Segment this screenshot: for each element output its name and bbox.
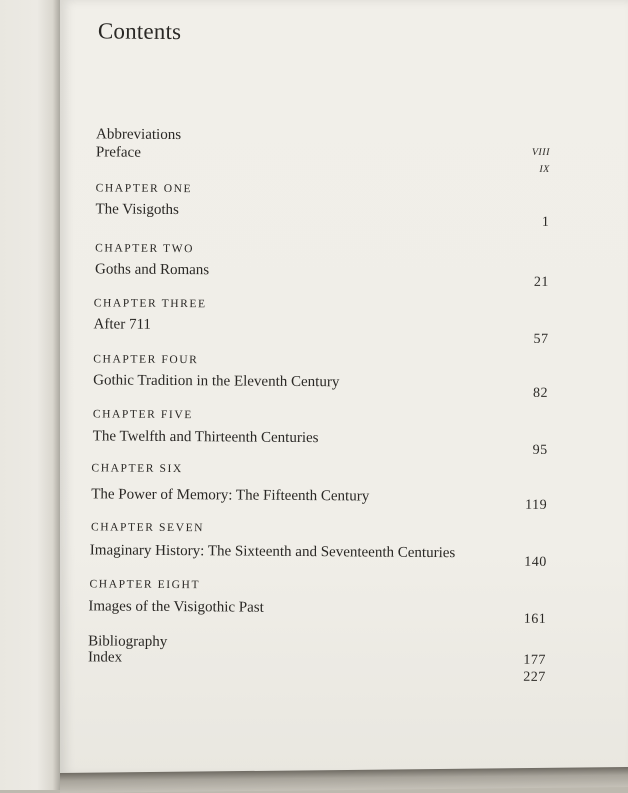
page-title: Contents <box>97 18 182 45</box>
page-number: 95 <box>532 442 548 458</box>
chapter-title: The Power of Memory: The Fifteenth Century <box>91 486 370 505</box>
page-number: 82 <box>533 385 549 401</box>
chapter-label: CHAPTER FIVE <box>92 408 193 422</box>
chapter-title: Goths and Romans <box>94 261 210 279</box>
chapter-title: Images of the Visigothic Past <box>88 598 264 616</box>
page-number: 227 <box>523 669 546 685</box>
page-number: 161 <box>523 611 547 627</box>
page-number: 177 <box>523 652 547 668</box>
page-number: ix <box>539 160 550 176</box>
toc-entry-preface: Preface <box>95 144 141 161</box>
chapter-label: CHAPTER THREE <box>93 297 207 311</box>
toc-entry-index: Index <box>87 649 123 666</box>
page-number: viii <box>531 143 551 159</box>
page-number: 1 <box>541 214 550 230</box>
chapter-label: CHAPTER SIX <box>91 462 183 476</box>
chapter-label: CHAPTER FOUR <box>93 353 199 367</box>
chapter-title: The Twelfth and Thirteenth Centuries <box>92 428 319 447</box>
chapter-label: CHAPTER TWO <box>95 242 195 256</box>
page-number: 119 <box>525 497 548 513</box>
page-number: 21 <box>533 274 549 290</box>
chapter-title: After 711 <box>93 316 151 333</box>
chapter-label: CHAPTER SEVEN <box>90 521 205 535</box>
page-number: 57 <box>533 331 549 347</box>
chapter-title: Gothic Tradition in the Eleventh Century <box>93 372 340 391</box>
chapter-label: CHAPTER ONE <box>95 182 193 196</box>
chapter-title: Imaginary History: The Sixteenth and Seventeenth Centuries <box>89 542 456 562</box>
chapter-label: CHAPTER EIGHT <box>89 578 201 592</box>
toc-entry-bibliography: Bibliography <box>88 633 168 650</box>
toc-entry-abbreviations: Abbreviations <box>96 126 182 144</box>
page-number: 140 <box>524 554 547 570</box>
chapter-title: The Visigoths <box>95 201 179 219</box>
